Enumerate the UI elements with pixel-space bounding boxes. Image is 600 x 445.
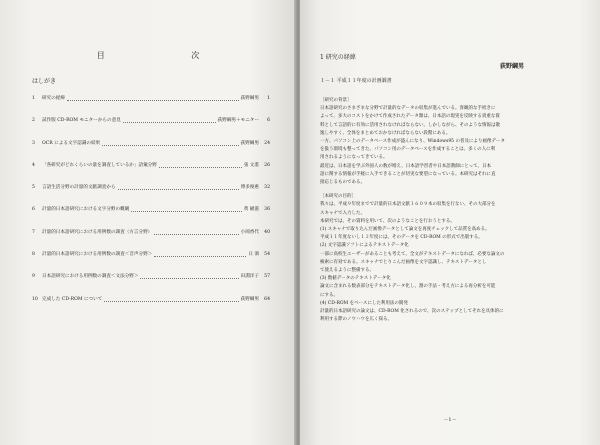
toc-item-title: 計量的日本語研究における文字分野の概観 [42, 207, 130, 213]
body-line: にする。 [320, 292, 338, 298]
toc-item-page: 32 [264, 185, 270, 191]
toc-item-title: 計量的日本語研究における用例数の調査（方言分野） [42, 229, 153, 235]
toc-intro: はしがき [32, 78, 57, 85]
body-line: 用されるようになってきている。 [320, 155, 388, 161]
toc-item-number: 10 [32, 296, 38, 302]
body-line: 論文に含まれる数表部分をテキストデータ化し、割の手法・考え方による再分析を可能 [320, 284, 496, 290]
toc-leader-dots [123, 118, 216, 123]
toc-item [32, 252, 270, 274]
toc-item-author: 荻野綱男＋モニター [217, 118, 259, 124]
body-line: 我々は、平成９年度までで計量的日本語文献１６０９本の収集を行ない、その大部分を [320, 202, 496, 208]
toc-item-author: 日 酒 [248, 252, 259, 258]
toc-leader-dots [140, 274, 238, 279]
body-line: (4) CD-ROM をベースにした利用法の開発 [320, 300, 408, 306]
body-line: 本研究では、その資料を用いて、次のようなことを行おうとする。 [320, 218, 455, 224]
toc-item-page: 64 [264, 296, 270, 302]
toc-leader-dots [131, 207, 241, 212]
toc-item-title: OCR による文字認識の結果 [42, 140, 101, 146]
left-page [0, 0, 296, 445]
body-line: スキャナで入力した。 [320, 210, 365, 216]
toc-leader-dots [154, 252, 246, 257]
toc-item-author: 荻野綱男 [240, 140, 259, 146]
body-line: 最近は、日本語を学ぶ外国人の数が増え、日本語学習者や日本語教師にとって、日本 [320, 163, 492, 169]
toc-item-title: 研究の経緯 [42, 96, 65, 101]
toc-item [32, 230, 270, 252]
toc-item-author: 荻野綱男 [240, 96, 259, 101]
body-line: 計量的日本語研究の論文は、CD-ROM 化されるので、次のステップとしてそれを具体的に [320, 309, 504, 315]
toc-item-number: 1 [32, 96, 35, 101]
toc-item-title: 言語生活分野の計量的文献調査から [42, 185, 116, 191]
toc-item-number: 5 [32, 185, 35, 191]
body-line: (3) 数値データのテキストデータ化 [320, 276, 391, 282]
toc-item-page: 54 [264, 252, 270, 258]
toc-item-author: 小岡香代 [240, 229, 259, 235]
toc-item [32, 297, 270, 319]
body-line: 接応じるものである。 [320, 180, 365, 186]
toc-item-author: 黄 穎滋 [243, 207, 259, 213]
toc-item [32, 163, 270, 185]
toc-item-author: 荻野綱男 [240, 296, 259, 302]
body-line: 逸しやすく、全体をまとめておかなければならない段階にある。 [320, 130, 451, 136]
body-line: を扱う環境も整ってきた。パソコン用のデータベースを作成することは、多くの人に利 [320, 147, 496, 153]
body-line: (1) スキャナで取り込んだ画像データとして論文を再度チェックして品質を高める。 [320, 227, 490, 233]
body-line: て使えるように整備する。 [320, 268, 374, 274]
body-line: 日本語研究のさまざまな分野で計量的なデータの収集が進んでいる。客観的な手続きに [320, 106, 496, 112]
toc-list [32, 96, 270, 319]
chapter-author: 荻野綱男 [500, 63, 525, 70]
toc-leader-dots [118, 185, 239, 190]
toc-item-number: 7 [32, 229, 35, 235]
body-line: 検索に有効である。スキャナでとりこんだ画像を文字認識し、テキストデータとし [320, 259, 487, 265]
chapter-body [320, 91, 578, 324]
toc-item [32, 118, 270, 140]
chapter-title: 1 研究の経緯 [320, 54, 356, 61]
section-heading: １－１ 平成１１年度の計画調書 [320, 78, 392, 84]
page-number: －1－ [443, 417, 457, 423]
body-line: 平成１１年度ないし１２年度には、そのデータを CD-ROM の形式で出版する。 [320, 235, 483, 241]
toc-item-number: 6 [32, 207, 35, 213]
body-line: 利用する際のノウハウを広く探る。 [320, 317, 392, 323]
toc-title: 目 次 [96, 51, 242, 60]
toc-item-page: 24 [264, 140, 270, 146]
toc-item-number: 8 [32, 252, 35, 258]
toc-item-title: 日本語研究における用例数の調査＜文法分野＞ [42, 274, 139, 280]
toc-item [32, 185, 270, 207]
body-line: 語に関する情報が手軽に入手できることが切実な要望になっている。本研究はそれに直 [320, 171, 496, 177]
toc-leader-dots [104, 297, 238, 302]
toc-item-page: 6 [267, 118, 270, 124]
body-line: 料として言語的に有効に活用されなければならない。しかしながら、そのような情報は散 [320, 122, 500, 128]
toc-item-number: 9 [32, 274, 35, 280]
toc-item-author: 張 文湛 [243, 162, 259, 168]
toc-item-title: 試作版 CD-ROM モニターからの意見 [42, 118, 121, 124]
body-line: 一方、パソコン上のデータベース作成が盛んになり、Windows95 の普及により画像データ [320, 139, 505, 145]
toc-item-page: 40 [264, 229, 270, 235]
toc-item-title: 「各研究がどれくらいの量を調査しているか」語彙分野 [42, 162, 157, 168]
toc-item [32, 207, 270, 229]
toc-item-page: 36 [264, 207, 270, 213]
toc-item-author: 田淵洋子 [240, 274, 259, 280]
toc-item [32, 141, 270, 163]
toc-item-number: 2 [32, 118, 35, 124]
toc-item-page: 57 [264, 274, 270, 280]
toc-item [32, 96, 270, 118]
toc-item-author: 博多俊惠 [240, 185, 259, 191]
toc-item-title: 計量的日本語研究における用例数の調査＜音声分野＞ [42, 252, 153, 258]
toc-item-title: 完成した CD-ROM について [42, 296, 103, 302]
toc-item-page: 26 [264, 162, 270, 168]
body-line: ［本研究の目的］ [320, 194, 356, 200]
toc-leader-dots [159, 163, 242, 168]
body-line: 一部に高校生ユーザーがあることも考えて、全文がテキストデータになれば、必要な論文の [320, 251, 505, 257]
toc-item [32, 274, 270, 296]
toc-item-number: 4 [32, 162, 35, 168]
body-line: (2) 文字認識ソフトによるテキストデータ化 [320, 243, 409, 249]
toc-leader-dots [154, 230, 238, 235]
toc-leader-dots [102, 141, 238, 146]
toc-item-number: 3 [32, 140, 35, 146]
toc-item-page: 1 [267, 96, 270, 101]
body-line: よって、多大のコストをかけて作成されたデータ類は、日本語の現実を反映する貴重な資 [320, 114, 500, 120]
body-line: ［研究の背景］ [320, 98, 352, 103]
toc-leader-dots [67, 96, 239, 101]
